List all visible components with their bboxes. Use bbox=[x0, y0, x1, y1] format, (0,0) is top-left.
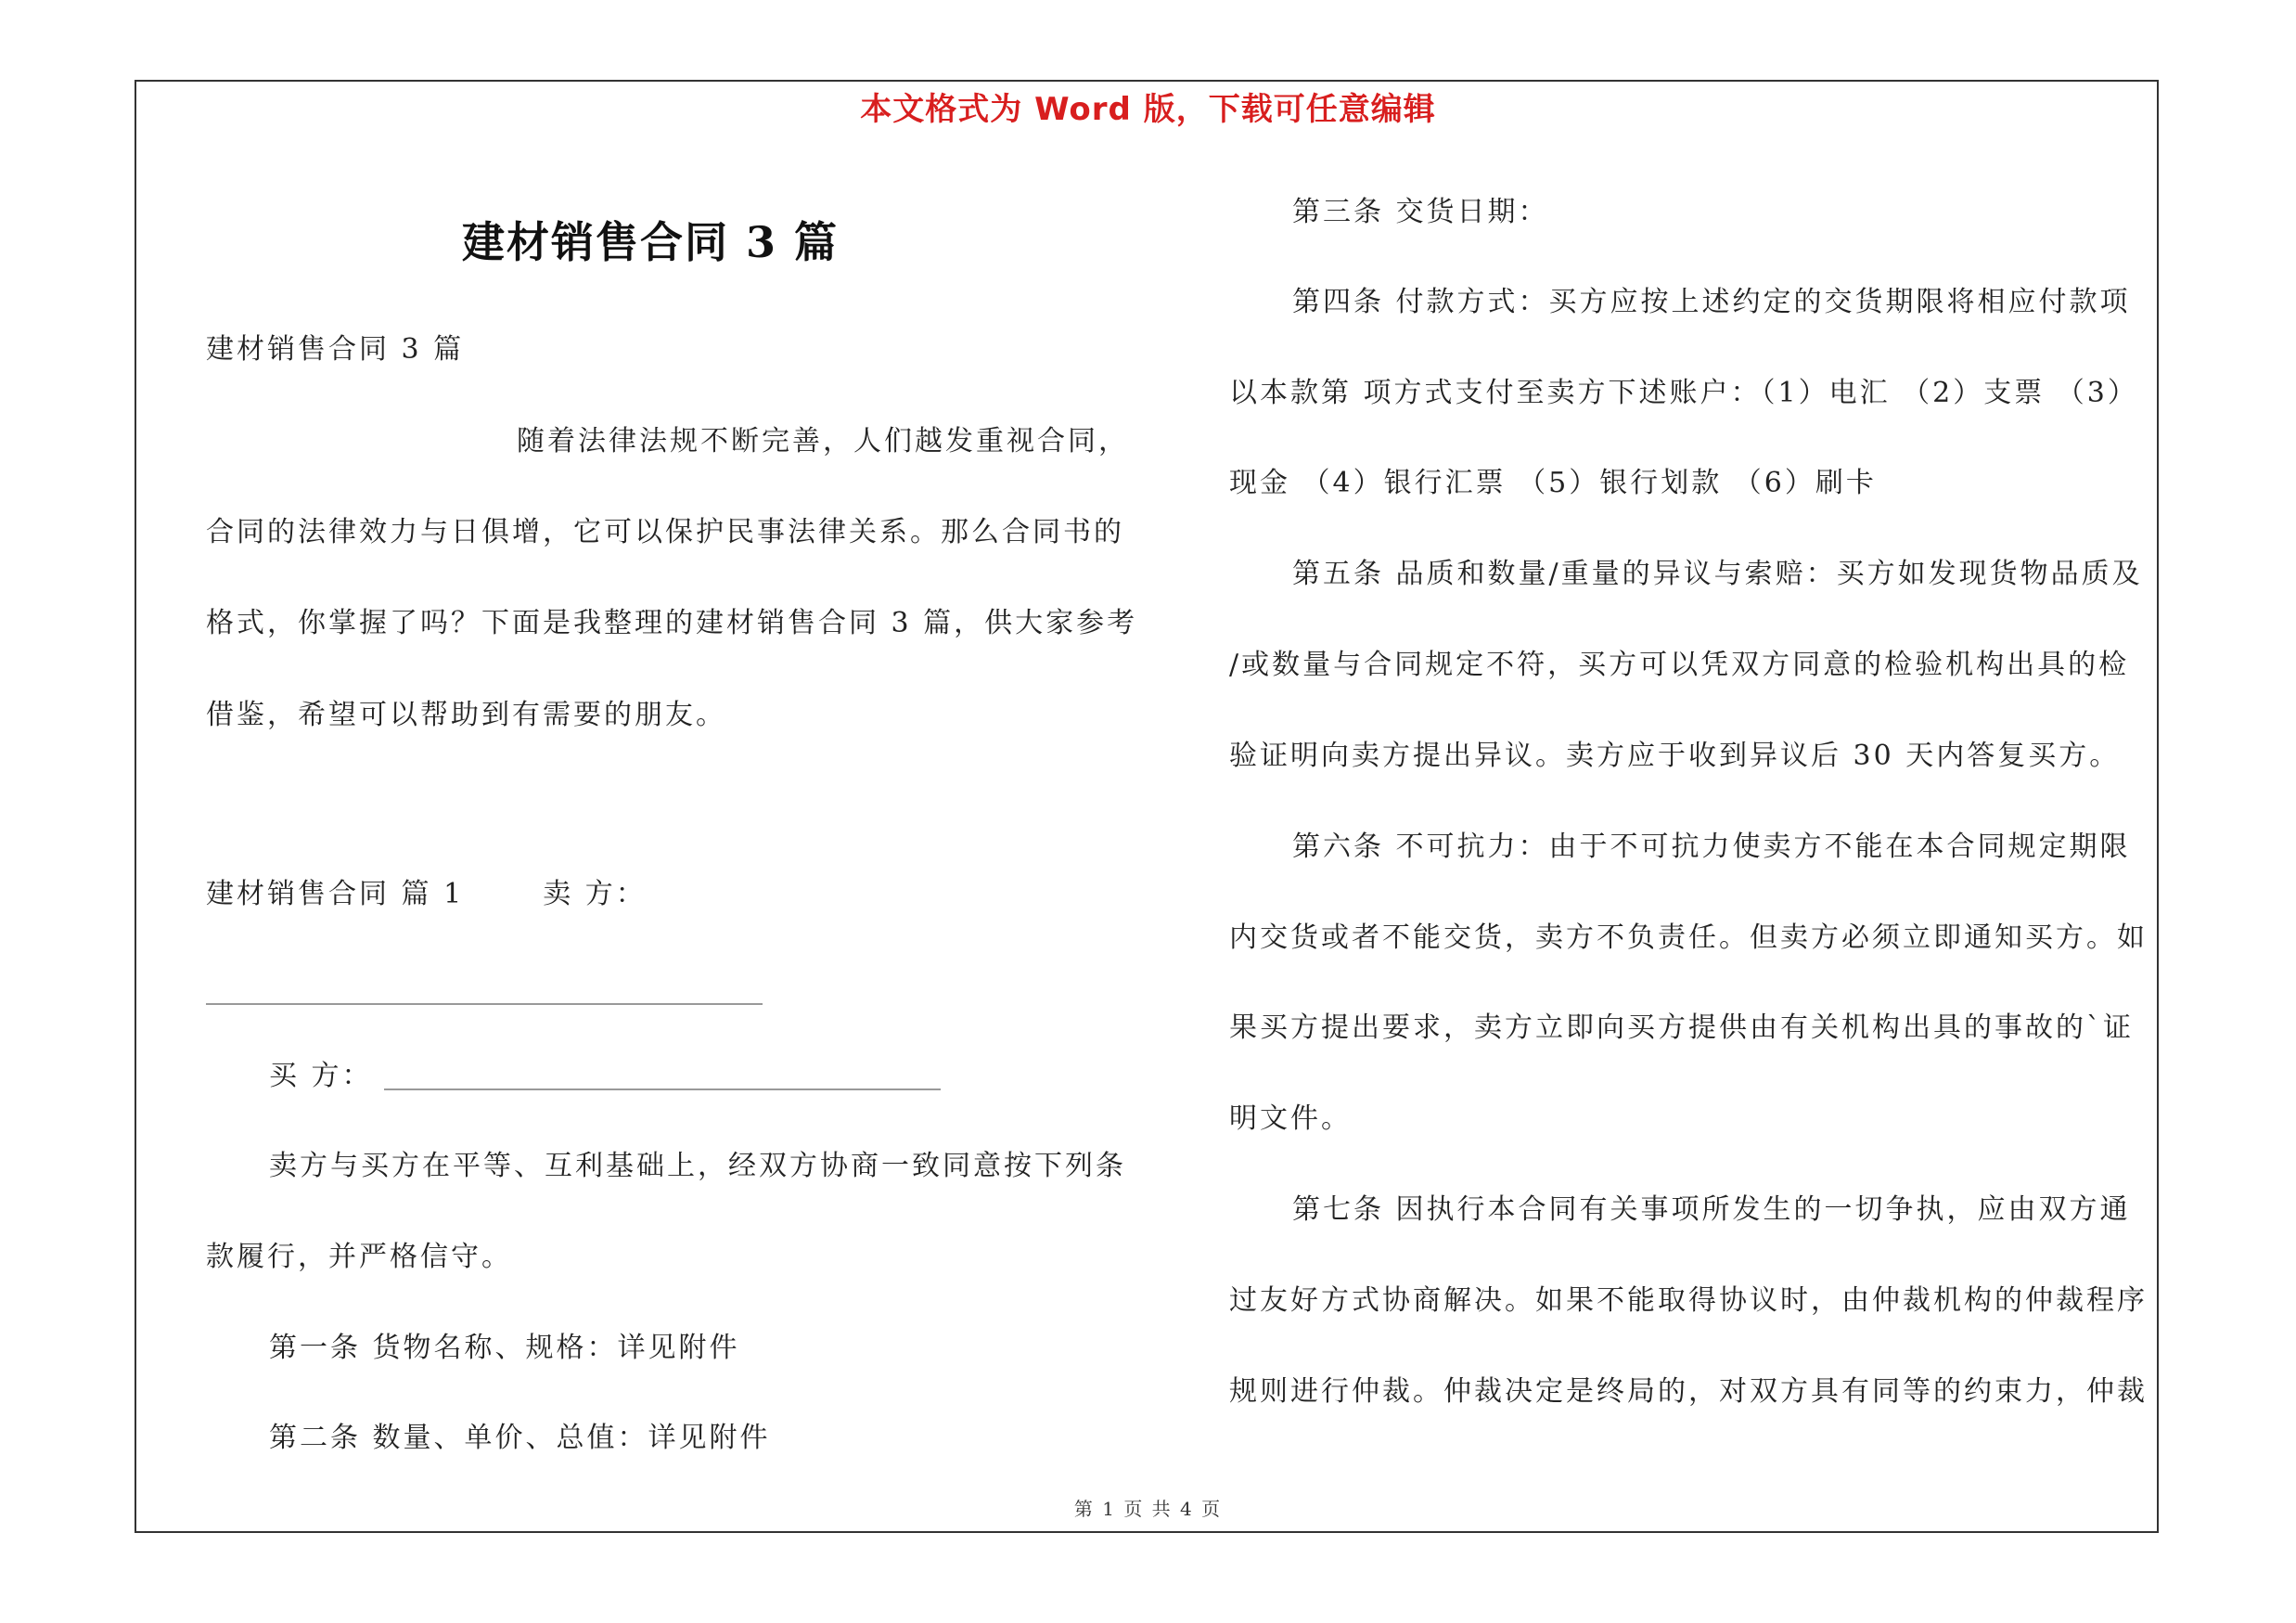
article-line: 第五条 品质和数量/重量的异议与索赔：买方如发现货物品质及 bbox=[1292, 558, 2143, 590]
paragraph-line: 合同的法律效力与日俱增，它可以保护民事法律关系。那么合同书的 bbox=[206, 516, 1124, 548]
article-line: 第二条 数量、单价、总值：详见附件 bbox=[269, 1422, 771, 1454]
buyer-blank-line bbox=[384, 1064, 941, 1090]
page-footer: 第 1 页 共 4 页 bbox=[1073, 1498, 1223, 1520]
article-line: 果买方提出要求，卖方立即向买方提供由有关机构出具的事故的`证 bbox=[1229, 1011, 2134, 1044]
subtitle: 建材销售合同 3 篇 bbox=[206, 333, 465, 366]
article-line: 第七条 因执行本合同有关事项所发生的一切争执，应由双方通 bbox=[1292, 1193, 2131, 1226]
article-line: 第一条 货物名称、规格：详见附件 bbox=[269, 1332, 740, 1364]
paragraph-line: 格式，你掌握了吗？下面是我整理的建材销售合同 3 篇，供大家参考 bbox=[206, 607, 1138, 639]
article-line: 内交货或者不能交货，卖方不负责任。但卖方必须立即通知买方。如 bbox=[1229, 921, 2148, 954]
buyer-row bbox=[269, 1058, 941, 1095]
article-line: 过友好方式协商解决。如果不能取得协议时，由仲裁机构的仲裁程序 bbox=[1229, 1284, 2148, 1317]
article-line: 第三条 交货日期： bbox=[1292, 196, 1549, 228]
article-line: 以本款第 项方式支付至卖方下述账户：（1）电汇 （2）支票 （3） bbox=[1229, 377, 2138, 409]
article-line: 现金 （4）银行汇票 （5）银行划款 （6）刷卡 bbox=[1229, 467, 1877, 499]
format-banner: 本文格式为 Word 版，下载可任意编辑 bbox=[860, 91, 1436, 128]
paragraph-line: 随着法律法规不断完善，人们越发重视合同， bbox=[517, 425, 1129, 457]
paragraph-line: 款履行，并严格信守。 bbox=[206, 1241, 512, 1273]
article-line: 第六条 不可抗力：由于不可抗力使卖方不能在本合同规定期限 bbox=[1292, 831, 2131, 863]
part-heading bbox=[206, 876, 647, 913]
paragraph-line: 借鉴，希望可以帮助到有需要的朋友。 bbox=[206, 699, 726, 731]
paragraph-line: 卖方与买方在平等、互利基础上，经双方协商一致同意按下列条 bbox=[269, 1150, 1126, 1182]
seller-blank-line bbox=[206, 979, 763, 1005]
buyer-label: 买 方： bbox=[269, 1060, 373, 1092]
document-title: 建材销售合同 3 篇 bbox=[462, 217, 840, 267]
article-line: /或数量与合同规定不符，买方可以凭双方同意的检验机构出具的检 bbox=[1229, 649, 2130, 681]
article-line: 第四条 付款方式：买方应按上述约定的交货期限将相应付款项 bbox=[1292, 286, 2131, 318]
seller-label: 卖 方： bbox=[543, 878, 647, 910]
part-heading-text: 建材销售合同 篇 1 bbox=[206, 878, 465, 910]
article-line: 规则进行仲裁。仲裁决定是终局的，对双方具有同等的约束力，仲裁 bbox=[1229, 1375, 2148, 1408]
article-line: 验证明向卖方提出异议。卖方应于收到异议后 30 天内答复买方。 bbox=[1229, 740, 2121, 772]
article-line: 明文件。 bbox=[1229, 1102, 1352, 1135]
